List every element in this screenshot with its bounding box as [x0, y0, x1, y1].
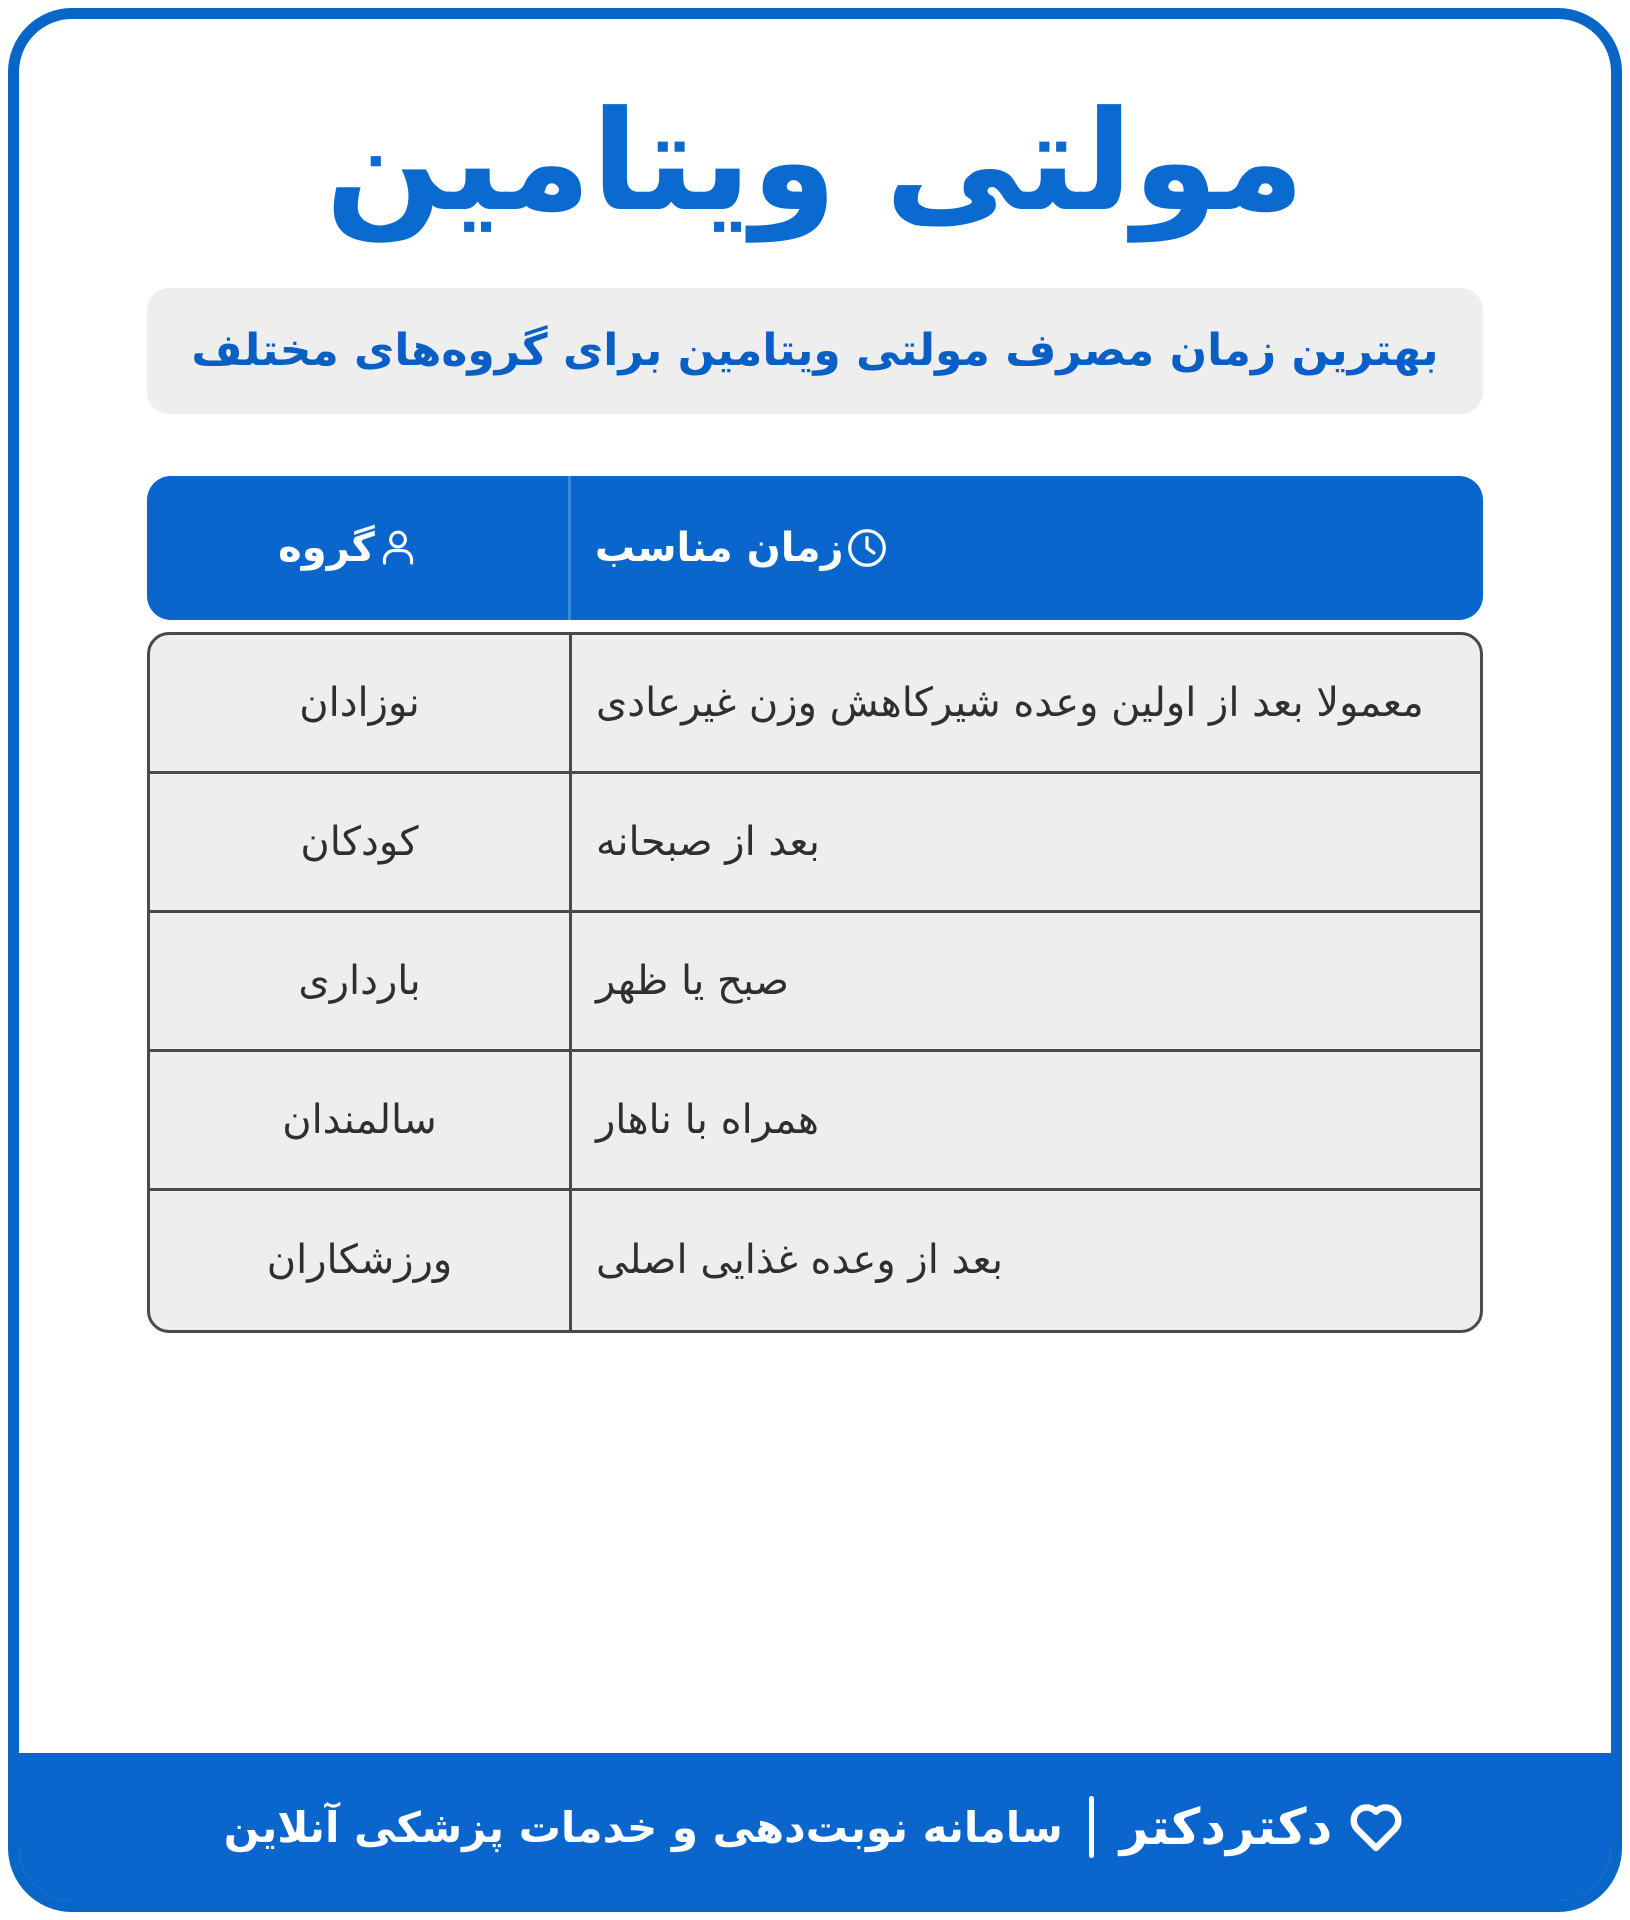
time-value: معمولا بعد از اولین وعده شیرکاهش وزن غیرعادی	[595, 679, 1424, 726]
table-cell-time	[569, 1052, 1480, 1188]
table-row	[150, 774, 1480, 913]
layout-spacer	[19, 1333, 1611, 1753]
group-value: بارداری	[298, 957, 421, 1004]
table-cell-group	[150, 635, 569, 771]
subtitle-text: بهترین زمان مصرف مولتی ویتامین برای گروه‌های مختلف	[191, 324, 1439, 376]
table-cell-time	[569, 635, 1480, 771]
schedule-table	[147, 476, 1483, 1333]
table-header-cell-group	[147, 476, 568, 620]
table-row	[150, 635, 1480, 774]
time-value: بعد از وعده غذایی اصلی	[595, 1237, 1003, 1284]
table-cell-group	[150, 1052, 569, 1188]
table-cell-group	[150, 913, 569, 1049]
brand-lockup	[1120, 1797, 1407, 1857]
table-header-row	[147, 476, 1483, 620]
table-cell-time	[569, 774, 1480, 910]
clock-icon	[844, 525, 890, 571]
table-row	[150, 1052, 1480, 1191]
poster-frame	[8, 8, 1622, 1912]
table-row	[150, 1191, 1480, 1330]
table-header-label-group: گروه	[278, 524, 375, 571]
table-cell-group	[150, 1191, 569, 1330]
group-value: سالمندان	[282, 1096, 437, 1143]
group-value: نوزادان	[299, 679, 420, 726]
footer-divider	[1089, 1796, 1094, 1858]
table-header-label-time: زمان مناسب	[594, 524, 844, 571]
poster-content	[19, 19, 1611, 1901]
subtitle-banner	[147, 288, 1483, 414]
footer-tagline: سامانه نوبت‌دهی و خدمات پزشکی آنلاین	[223, 1802, 1063, 1852]
title-section	[19, 19, 1611, 240]
group-value: ورزشکاران	[266, 1237, 453, 1284]
table-row	[150, 913, 1480, 1052]
table-header-cell-time	[568, 476, 1483, 620]
table-cell-group	[150, 774, 569, 910]
table-cell-time	[569, 913, 1480, 1049]
page-title: مولتی ویتامین	[325, 81, 1305, 242]
table-cell-time	[569, 1191, 1480, 1330]
table-body	[147, 632, 1483, 1333]
time-value: بعد از صبحانه	[595, 818, 820, 865]
footer-bar	[19, 1753, 1611, 1901]
group-value: کودکان	[300, 818, 419, 865]
time-value: همراه با ناهار	[595, 1096, 819, 1143]
person-icon	[375, 525, 421, 571]
heart-icon	[1346, 1797, 1406, 1857]
time-value: صبح یا ظهر	[595, 957, 789, 1004]
brand-name: دکتردکتر	[1119, 1798, 1333, 1856]
